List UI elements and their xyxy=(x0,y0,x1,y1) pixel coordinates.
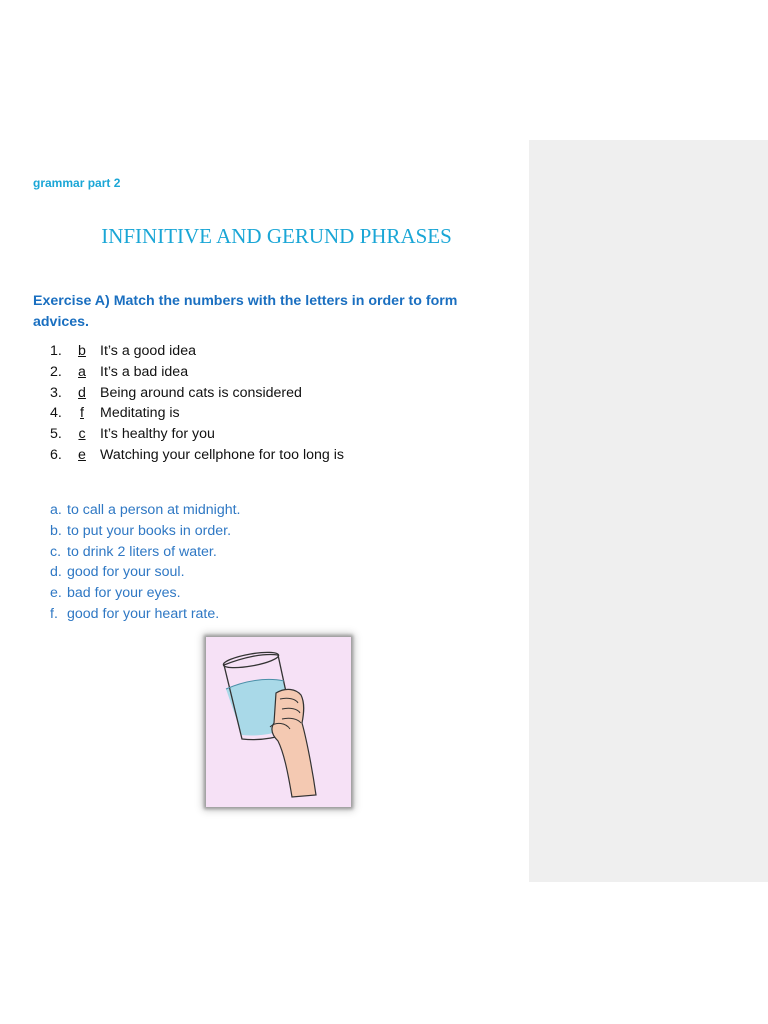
hand-holding-glass-icon xyxy=(206,637,351,807)
item-text: It’s a good idea xyxy=(100,343,196,359)
option-letter: e. xyxy=(50,585,62,602)
item-number: 5. xyxy=(50,426,62,443)
option-text: to call a person at midnight. xyxy=(67,502,241,518)
option-letter: b. xyxy=(50,522,62,539)
item-number: 3. xyxy=(50,384,62,401)
item-text: It’s a bad idea xyxy=(100,363,189,380)
water-glass-illustration xyxy=(206,637,351,807)
option-text: to put your books in order. xyxy=(67,522,232,539)
option-item xyxy=(50,604,241,625)
option-item xyxy=(50,583,241,604)
list-item xyxy=(50,341,344,362)
option-item xyxy=(50,500,241,521)
item-text: Being around cats is considered xyxy=(100,384,302,401)
list-item xyxy=(50,424,344,445)
option-text: good for your soul. xyxy=(67,564,185,581)
match-list xyxy=(50,341,344,466)
page-title: INFINITIVE AND GERUND PHRASES xyxy=(101,224,452,248)
option-letter: f. xyxy=(50,605,58,622)
item-number: 1. xyxy=(50,343,62,359)
exercise-heading: Exercise A) Match the numbers with the letters in order to form advices. xyxy=(33,293,458,330)
item-text: Watching your cellphone for too long is xyxy=(100,446,344,463)
item-text: Meditating is xyxy=(100,405,180,422)
option-text: good for your heart rate. xyxy=(67,605,220,622)
option-text: bad for your eyes. xyxy=(67,585,181,602)
answer-blank: c xyxy=(78,426,86,443)
answer-blank: a xyxy=(78,363,86,380)
list-item xyxy=(50,403,344,424)
answer-blank: e xyxy=(78,446,86,463)
option-letter: d. xyxy=(50,564,62,581)
list-item xyxy=(50,445,344,466)
item-number: 6. xyxy=(50,446,62,463)
options-list xyxy=(50,500,241,625)
option-item xyxy=(50,521,241,542)
section-label: grammar part 2 xyxy=(33,176,121,190)
answer-blank: d xyxy=(78,384,86,401)
option-letter: a. xyxy=(50,502,62,518)
answer-blank: f xyxy=(80,405,84,422)
comment-pane xyxy=(529,140,768,882)
answer-blank: b xyxy=(78,343,86,359)
item-number: 4. xyxy=(50,405,62,422)
list-item xyxy=(50,362,344,383)
item-number: 2. xyxy=(50,363,62,380)
list-item xyxy=(50,383,344,404)
option-item xyxy=(50,562,241,583)
option-item xyxy=(50,542,241,563)
option-text: to drink 2 liters of water. xyxy=(67,543,217,560)
option-letter: c. xyxy=(50,543,62,560)
item-text: It’s healthy for you xyxy=(100,426,215,443)
